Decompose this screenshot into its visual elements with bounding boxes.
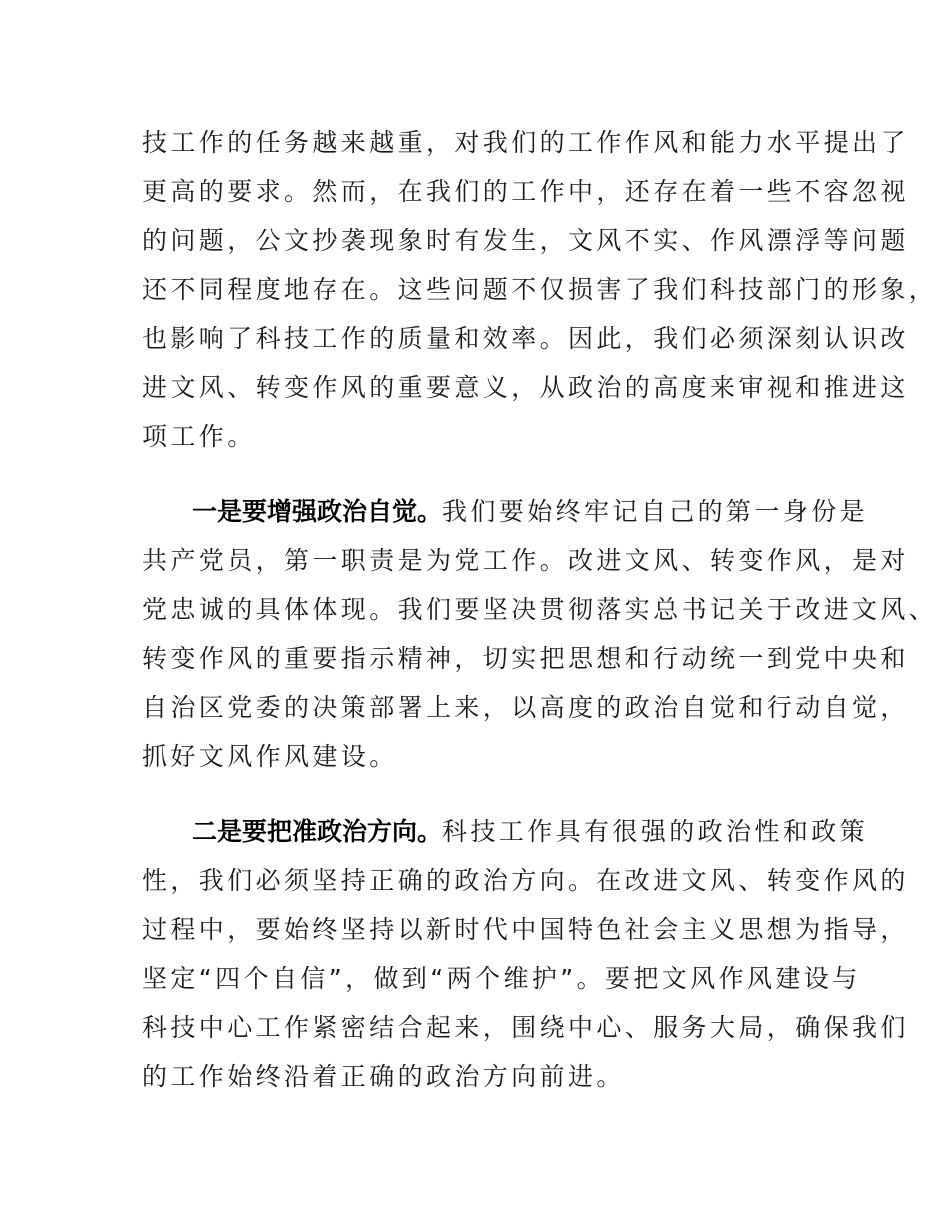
- paragraph-political-direction: [142, 807, 909, 1101]
- text-line: 技工作的任务越来越重，对我们的工作作风和能力水平提出了: [142, 128, 909, 157]
- text-line: 更高的要求。然而，在我们的工作中，还存在着一些不容忽视: [142, 177, 909, 206]
- text-line: 还不同程度地存在。这些问题不仅损害了我们科技部门的形象，: [142, 275, 938, 304]
- text-line: 科技中心工作紧密结合起来，围绕中心、服务大局，确保我们: [142, 1013, 909, 1042]
- text-segment: 我们要始终牢记自己的第一身份是: [442, 497, 869, 526]
- paragraph-intro: [142, 118, 938, 461]
- text-line: 党忠诚的具体体现。我们要坚决贯彻落实总书记关于改进文风、: [142, 595, 938, 624]
- text-line: 性，我们必须坚持正确的政治方向。在改进文风、转变作风的: [142, 866, 909, 895]
- text-segment: 科技工作具有很强的政治性和政策: [442, 817, 869, 846]
- document-page: [142, 118, 938, 1127]
- text-line: 自治区党委的决策部署上来，以高度的政治自觉和行动自觉，: [142, 693, 909, 722]
- text-line: 共产党员，第一职责是为党工作。改进文风、转变作风，是对: [142, 546, 909, 575]
- text-line: [142, 487, 869, 536]
- text-line: 过程中，要始终坚持以新时代中国特色社会主义思想为指导，: [142, 915, 909, 944]
- text-line: 也影响了科技工作的质量和效率。因此，我们必须深刻认识改: [142, 324, 909, 353]
- paragraph-lead-heading: 二是要把准政治方向。: [192, 817, 443, 846]
- text-line: 项工作。: [142, 422, 256, 451]
- text-line: 进文风、转变作风的重要意义，从政治的高度来审视和推进这: [142, 373, 909, 402]
- paragraph-lead-heading: 一是要增强政治自觉。: [192, 497, 443, 526]
- text-line: 坚定“四个自信”，做到“两个维护”。要把文风作风建设与: [142, 964, 861, 993]
- paragraph-political-consciousness: [142, 487, 938, 781]
- text-line: [142, 807, 869, 856]
- text-line: 抓好文风作风建设。: [142, 742, 398, 771]
- text-line: 的工作始终沿着正确的政治方向前进。: [142, 1062, 625, 1091]
- text-line: 转变作风的重要指示精神，切实把思想和行动统一到党中央和: [142, 644, 909, 673]
- text-line: 的问题，公文抄袭现象时有发生，文风不实、作风漂浮等问题: [142, 226, 909, 255]
